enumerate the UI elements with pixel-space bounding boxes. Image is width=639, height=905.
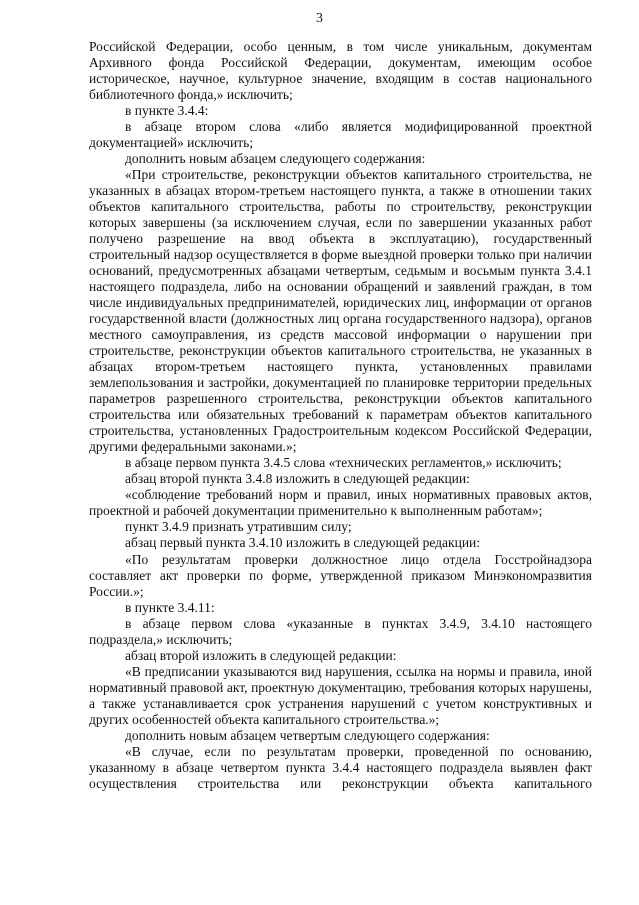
paragraph-add-new-abzac: дополнить новым абзацем следующего содержания: <box>125 151 426 167</box>
paragraph-amendment-first-abzac: в абзаце первом слова «указанные в пунктах 3.4.9, 3.4.10 настоящего подраздела,» исключить; <box>89 615 592 647</box>
paragraph-item-3-4-5: в абзаце первом пункта 3.4.5 слова «технических регламентов,» исключить; <box>125 455 562 471</box>
paragraph-quoted-construction-text: «При строительстве, реконструкции объектов капитального строительства, не указанных в абзацах втором-третьем настоящего пункта, а также в отношении таких объектов капитального строительства, работы по строительству, реконструкции которых завершены (за исключением случая, если по завершении указанных работ получено разрешение на ввод объекта в эксплуатацию), государственный строительный надзор осуществляется в форме выездной проверки только при наличии оснований, предусмотренных абзацами четвертым, седьмым и восьмым пункта 3.4.1 настоящего подраздела, либо на основании обращений и заявлений граждан, в том числе индивидуальных предпринимателей, юридических лиц, информации от органов государственной власти (должностных лиц органа государственного надзора), органов местного самоуправления, из средств массовой информации о нарушении при строительстве, реконструкции объектов капитального строительства, не указанных в абзацах втором-третьем настоящего пункта, установленных правилами землепользования и застройки, документацией по планировке территории предельных параметров разрешенного строительства, реконструкции объектов капитального строительства или обязательных требований к параметрам объектов капитального строительства, установленных Градостроительным кодексом Российской Федерации, другими федеральными законами.»; <box>89 167 592 455</box>
paragraph-second-abzac-new-wording: абзац второй изложить в следующей редакции: <box>125 647 397 663</box>
page-number: 3 <box>316 10 323 25</box>
paragraph-quoted-prescription: «В предписании указываются вид нарушения, ссылка на нормы и правила, иной нормативный правовой акт, проектную документацию, требования которых нарушены, а также устанавливается срок устранения нарушений с учетом конструктивных и других особенностей объекта капитального строительства.»; <box>89 663 592 727</box>
paragraph-amendment-second-abzac: в абзаце втором слова «либо является модифицированной проектной документацией» исключить; <box>89 119 592 151</box>
paragraph-item-3-4-11: в пункте 3.4.11: <box>125 599 215 615</box>
paragraph-item-3-4-9: пункт 3.4.9 признать утратившим силу; <box>125 519 352 535</box>
paragraph-item-3-4-10: абзац первый пункта 3.4.10 изложить в следующей редакции: <box>125 535 481 551</box>
paragraph-add-fourth-abzac: дополнить новым абзацем четвертым следующего содержания: <box>125 727 490 743</box>
document-body <box>89 39 592 792</box>
paragraph-quoted-norms: «соблюдение требований норм и правил, иных нормативных правовых актов, проектной и рабочей документации применительно к выполненным работам»; <box>89 487 592 519</box>
paragraph-quoted-inspection-act: «По результатам проверки должностное лицо отдела Госстройнадзора составляет акт проверки по форме, утвержденной приказом Минэкономразвития России.»; <box>89 551 592 599</box>
paragraph-item-3-4-8: абзац второй пункта 3.4.8 изложить в следующей редакции: <box>125 471 470 487</box>
paragraph-quoted-case-start: «В случае, если по результатам проверки, проведенной по основанию, указанному в абзаце четвертом пункта 3.4.4 настоящего подраздела выявлен факт осуществления строительства или реконструкции объекта капитального <box>89 743 592 791</box>
paragraph-item-3-4-4: в пункте 3.4.4: <box>125 103 209 119</box>
paragraph-continuation: Российской Федерации, особо ценным, в том числе уникальным, документам Архивного фонда Российской Федерации, документам, имеющим особое историческое, научное, культурное значение, входящим в состав национального библиотечного фонда,» исключить; <box>89 39 592 103</box>
